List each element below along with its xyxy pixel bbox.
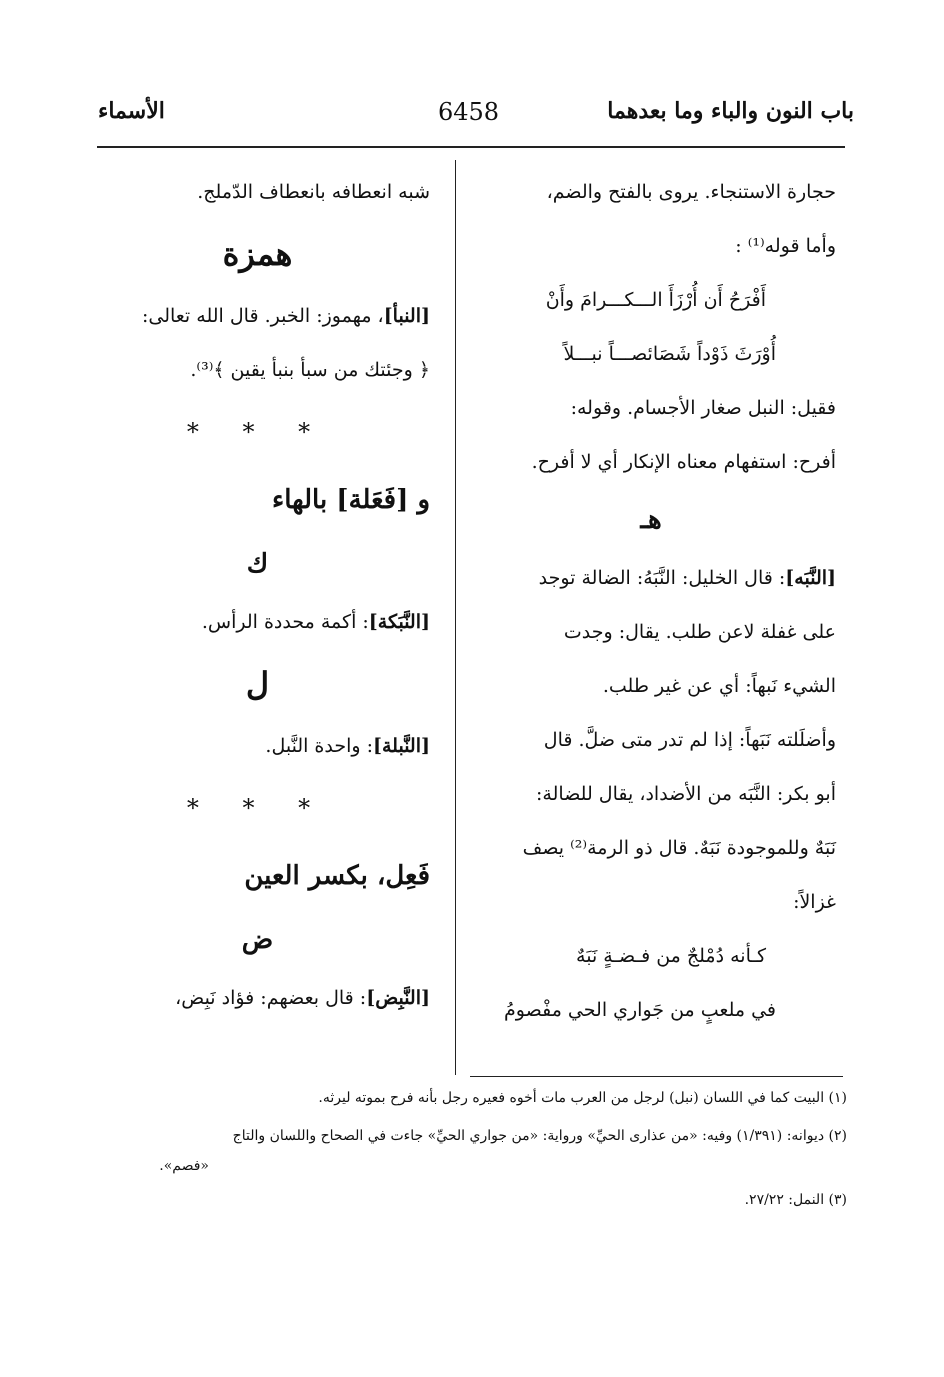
text-line: وأضلَلته نَبَهاً: إذا لم تدر متى ضلَّ. قال <box>543 729 836 751</box>
header-rule <box>97 146 845 148</box>
section-heading-hamza: همزة <box>222 235 293 273</box>
pattern-heading: فَعِل، بكسر العين <box>244 861 430 891</box>
entry-text: : واحدة النَّبل. <box>265 735 373 757</box>
verse-line: أُوْرَثَ ذَوْداً شَصَائصـــاً نبـــلاً <box>563 343 776 365</box>
entry-line <box>466 551 836 605</box>
entry-term: [النَّبِض] <box>366 987 430 1009</box>
footnote-3: (٣) النمل: ٢٧/٢٢. <box>744 1192 847 1208</box>
entry-text: : قال بعضهم: فؤاد نَبِض، <box>175 987 367 1009</box>
letter-heading-lam: ل <box>245 665 270 703</box>
text-line: أبو بكر: النَّبَه من الأضداد، يقال للضالة: <box>536 783 836 805</box>
letter-heading-kaf: ك <box>246 549 269 579</box>
entry-term: [النَّبلة] <box>373 735 430 757</box>
text-line: نَبَهٌ وللموجودة نَبَهٌ. قال ذو الرمة⁽²⁾ يصف <box>522 837 836 859</box>
footnote-2: (٢) ديوانه: (١/٣٩١) وفيه: «من عذارى الحيِّ» ورواية: «من جواري الحيِّ» جاءت في الصحاح واللسان والتاج <box>232 1128 847 1144</box>
letter-heading-dad: ض <box>241 925 274 955</box>
text-line: الشيء نَبهاً: أي عن غير طلب. <box>602 675 836 697</box>
page-number: 6458 <box>438 98 500 126</box>
footnote-2-cont: «فصم». <box>159 1158 209 1174</box>
quran-quote: ﴿ وجئتك من سبأ بنبأ يقين ﴾⁽³⁾. <box>190 359 430 381</box>
entry-text: ، مهموز: الخبر. قال الله تعالى: <box>141 305 384 327</box>
column-divider <box>455 160 456 1075</box>
entry-line <box>85 289 430 343</box>
footnote-rule <box>470 1076 843 1077</box>
verse-line: أَفْرَحُ أَن أُرْزَأَ الـــكـــرامَ وأَنْ <box>545 289 766 311</box>
header-right-title: باب النون والباء وما بعدهما <box>607 98 854 124</box>
text-line: شبه انعطافه بانعطاف الدّملج. <box>197 181 430 203</box>
entry-term: [النَّبَه] <box>785 567 836 589</box>
entry-text: : أكمة محددة الرأس. <box>201 611 369 633</box>
right-column <box>466 165 836 1037</box>
pattern-heading: و [فَعَلة] بالهاء <box>272 485 430 515</box>
text-line: وأما قوله⁽¹⁾ : <box>735 235 836 257</box>
section-separator: * * * <box>186 418 329 446</box>
entry-term: [النبأ] <box>383 305 430 327</box>
header-left-title: الأسماء <box>98 98 165 124</box>
verse-line: كـأنه دُمْلجٌ من فـضـةٍ نَبَهٌ <box>576 945 766 967</box>
entry-text: : قال الخليل: النَّبَهُ: الضالة توجد <box>538 567 786 589</box>
entry-line <box>85 719 430 773</box>
left-column <box>85 165 430 1025</box>
verse-line: في ملعبٍ من جَواري الحي مفْصومُ <box>504 999 776 1021</box>
text-line: فقيل: النبل صغار الأجسام. وقوله: <box>570 397 836 419</box>
text-line: على غفلة لاعن طلب. يقال: وجدت <box>563 621 836 643</box>
text-line: حجارة الاستنجاء. يروى بالفتح والضم، <box>546 181 836 203</box>
entry-term: [النَّبَكة] <box>368 611 430 633</box>
footnote-1: (١) البيت كما في اللسان (نبل) لرجل من العرب مات أخوه فعيره رجل بأنه فرح بموته ليرثه. <box>318 1090 847 1106</box>
text-line: غزالاً: <box>793 891 836 913</box>
section-separator: * * * <box>186 794 329 822</box>
letter-heading-ha: هـ <box>640 505 662 535</box>
entry-line <box>85 595 430 649</box>
text-line: أفرح: استفهام معناه الإنكار أي لا أفرح. <box>531 451 836 473</box>
entry-line <box>85 971 430 1025</box>
